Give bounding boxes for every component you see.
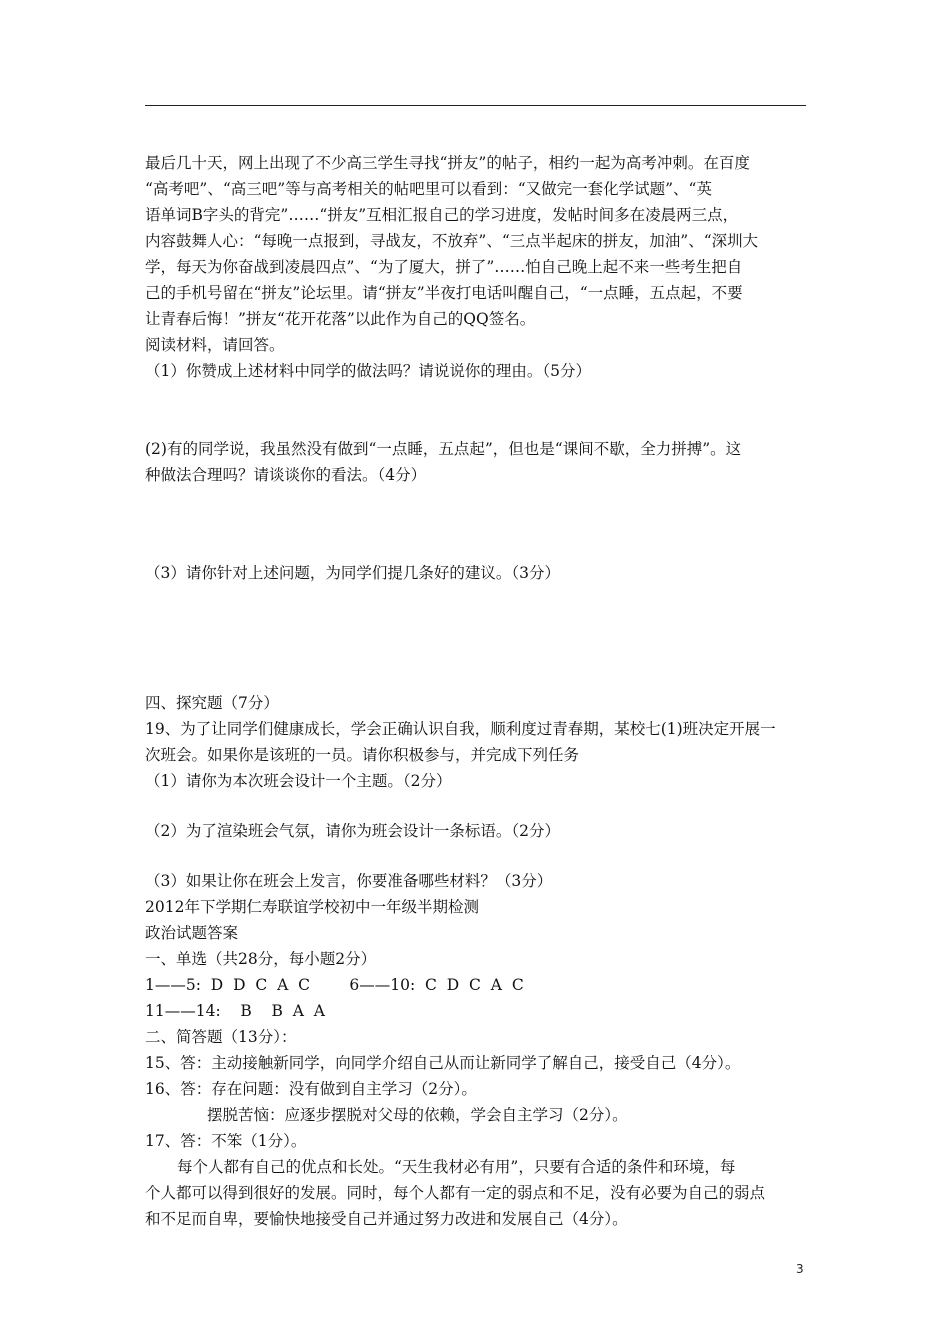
header-rule — [145, 105, 806, 106]
question-19-task-1: （1）请你为本次班会设计一个主题。（2分） — [145, 772, 452, 790]
answer-space — [145, 384, 807, 436]
answer-17-line3: 个人都可以得到很好的发展。同时，每个人都有一定的弱点和不足，没有必要为自己的弱点 — [145, 1184, 766, 1202]
answer-part-2-heading: 二、简答题（13分）： — [145, 1028, 297, 1046]
answer-16-line1: 16、答：存在问题：没有做到自主学习（2分）。 — [145, 1080, 477, 1098]
question-18-1: （1）你赞成上述材料中同学的做法吗？请说说你的理由。（5分） — [145, 362, 591, 380]
question-19-task-2: （2）为了渲染班会气氛，请你为班会设计一条标语。（2分） — [145, 822, 560, 840]
answer-key — [145, 894, 807, 1232]
answer-15: 15、答：主动接触新同学，向同学介绍自己从而让新同学了解自己，接受自己（4分）。 — [145, 1054, 741, 1072]
question-18-3: （3）请你针对上述问题，为同学们提几条好的建议。（3分） — [145, 564, 560, 582]
answer-space — [145, 658, 807, 690]
question-19-line2: 次班会。如果你是该班的一员。请你积极参与，并完成下列任务 — [145, 746, 580, 764]
question-18-2-line2: 种做法合理吗？请谈谈你的看法。（4分） — [145, 466, 427, 484]
passage-line: 内容鼓舞人心：“每晚一点报到，寻战友，不放弃”、“三点半起床的拼友，加油”、“深圳大 — [145, 232, 759, 250]
passage-line: 己的手机号留在“拼友”论坛里。请“拼友”半夜打电话叫醒自己，“一点睡，五点起，不要 — [145, 284, 743, 302]
answer-part-1-row: 1——5: D D C A C 6——10: C D C A C — [145, 976, 524, 994]
question-19-line1: 19、为了让同学们健康成长，学会正确认识自我，顺利度过青春期，某校七(1)班决定开展一 — [145, 720, 776, 738]
question-18-2-line1: (2)有的同学说，我虽然没有做到“一点睡，五点起”，但也是“课间不歇，全力拼搏”。这 — [145, 440, 742, 458]
reading-passage — [145, 150, 807, 358]
passage-line: 最后几十天，网上出现了不少高三学生寻找“拼友”的帖子，相约一起为高考冲刺。在百度 — [145, 154, 750, 172]
question-19-task-3: （3）如果让你在班会上发言，你要准备哪些材料？（3分） — [145, 872, 553, 890]
answer-space — [145, 794, 807, 818]
answer-key-subtitle: 政治试题答案 — [145, 924, 239, 942]
page-content — [145, 150, 807, 1232]
passage-instruction: 阅读材料，请回答。 — [145, 336, 285, 354]
answer-16-line2: 摆脱苦恼：应逐步摆脱对父母的依赖，学会自主学习（2分）。 — [207, 1106, 628, 1124]
answer-space — [145, 586, 807, 658]
answer-part-1-row: 11——14: B B A A — [145, 1002, 325, 1020]
answer-17-line4: 和不足而自卑，要愉快地接受自己并通过努力改进和发展自己（4分）。 — [145, 1210, 628, 1228]
answer-17-line1: 17、答：不笨（1分）。 — [145, 1132, 307, 1150]
answer-key-title: 2012年下学期仁寿联谊学校初中一年级半期检测 — [145, 898, 479, 916]
passage-line: 让青春后悔！”拼友“花开花落”以此作为自己的QQ签名。 — [145, 310, 536, 328]
page-number: 3 — [796, 1262, 804, 1276]
passage-line: 语单词B字头的背完”……“拼友”互相汇报自己的学习进度，发帖时间多在凌晨两三点， — [145, 206, 739, 224]
answer-part-1-heading: 一、单选（共28分，每小题2分） — [145, 950, 377, 968]
passage-line: “高考吧”、“高三吧”等与高考相关的帖吧里可以看到：“又做完一套化学试题”、“英 — [145, 180, 712, 198]
answer-space — [145, 488, 807, 560]
answer-17-line2: 每个人都有自己的优点和长处。“天生我材必有用”，只要有合适的条件和环境，每 — [177, 1158, 736, 1176]
passage-line: 学，每天为你奋战到凌晨四点”、“为了厦大，拼了”……怕自己晚上起不来一些考生把自 — [145, 258, 743, 276]
section-4-heading: 四、探究题（7分） — [145, 694, 279, 712]
answer-space — [145, 844, 807, 868]
